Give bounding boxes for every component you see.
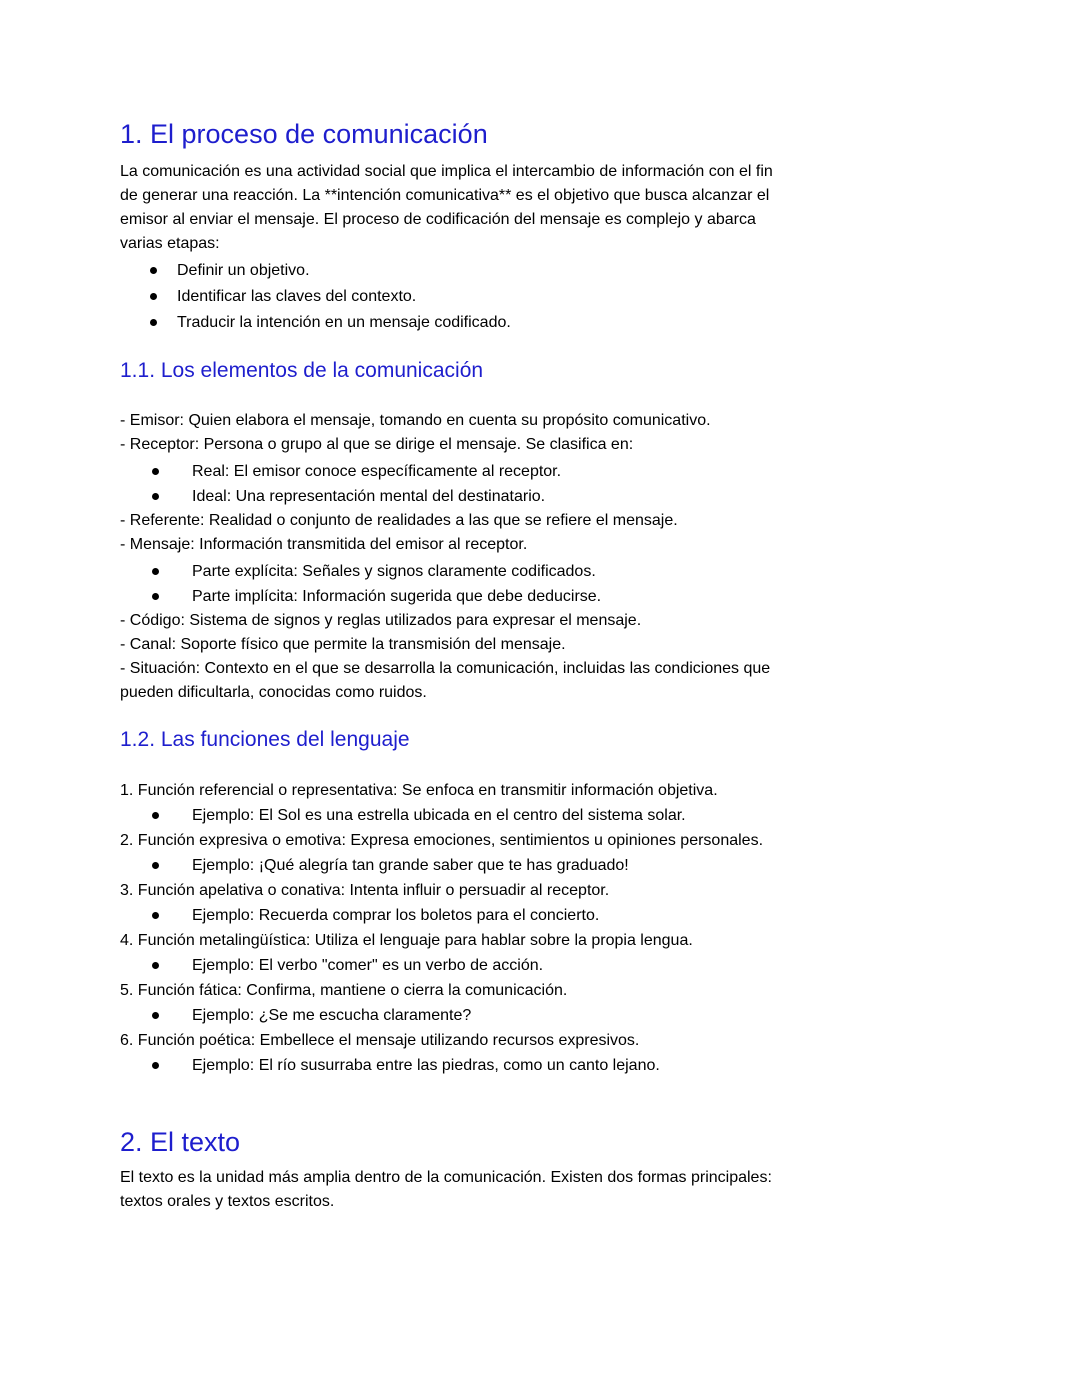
texto-paragraph (120, 1166, 960, 1214)
list-item-text: Parte implícita: Información sugerida que debe deducirse. (192, 588, 602, 605)
texto-line: textos orales y textos escritos. (120, 1193, 335, 1210)
funciones-block (120, 778, 960, 1078)
ejemplo-text: Ejemplo: ¡Qué alegría tan grande saber que te has graduado! (192, 857, 629, 874)
bullet-icon (152, 1012, 159, 1019)
bullet-icon (152, 468, 159, 475)
list-item (120, 310, 960, 336)
intro-line: de generar una reacción. La **intención comunicativa** es el objetivo que busca alcanzar el (120, 187, 770, 204)
etapas-list (120, 258, 960, 336)
bullet-icon (152, 568, 159, 575)
bullet-icon (152, 962, 159, 969)
bullet-icon (150, 293, 157, 300)
funcion-item: 3. Función apelativa o conativa: Intenta influir o persuadir al receptor. (120, 882, 610, 899)
intro-line: emisor al enviar el mensaje. El proceso de codificación del mensaje es complejo y abarca (120, 211, 756, 228)
ejemplo-item (120, 803, 960, 828)
list-item-text: Definir un objetivo. (177, 262, 310, 279)
ejemplo-text: Ejemplo: El río susurraba entre las piedras, como un canto lejano. (192, 1057, 660, 1074)
ejemplo-text: Ejemplo: Recuerda comprar los boletos para el concierto. (192, 907, 600, 924)
list-item-text: Ideal: Una representación mental del destinatario. (192, 488, 546, 505)
elemento-mensaje: - Mensaje: Información transmitida del emisor al receptor. (120, 536, 528, 553)
ejemplo-text: Ejemplo: ¿Se me escucha claramente? (192, 1007, 472, 1024)
funcion-item: 2. Función expresiva o emotiva: Expresa emociones, sentimientos u opiniones personales. (120, 832, 764, 849)
funcion-item: 5. Función fática: Confirma, mantiene o cierra la comunicación. (120, 982, 568, 999)
intro-paragraph (120, 160, 960, 256)
list-item-text: Parte explícita: Señales y signos claramente codificados. (192, 563, 596, 580)
heading-elementos-comunicacion: 1.1. Los elementos de la comunicación (120, 359, 484, 382)
heading-el-texto: 2. El texto (120, 1127, 241, 1157)
list-item-text: Real: El emisor conoce específicamente al receptor. (192, 463, 562, 480)
list-item (120, 284, 960, 310)
mensaje-sublist (120, 559, 960, 609)
intro-line: La comunicación es una actividad social que implica el intercambio de información con el fin (120, 163, 773, 180)
bullet-icon (152, 812, 159, 819)
elementos-block (120, 409, 960, 705)
ejemplo-item (120, 1003, 960, 1028)
list-item (120, 484, 960, 509)
heading-proceso-comunicacion: 1. El proceso de comunicación (120, 119, 488, 149)
list-item (120, 258, 960, 284)
ejemplo-item (120, 903, 960, 928)
elemento-emisor: - Emisor: Quien elabora el mensaje, tomando en cuenta su propósito comunicativo. (120, 412, 711, 429)
bullet-icon (152, 1062, 159, 1069)
receptor-sublist (120, 459, 960, 509)
funcion-item: 6. Función poética: Embellece el mensaje utilizando recursos expresivos. (120, 1032, 640, 1049)
ejemplo-text: Ejemplo: El Sol es una estrella ubicada en el centro del sistema solar. (192, 807, 686, 824)
elemento-situacion: pueden dificultarla, conocidas como ruidos. (120, 684, 427, 701)
ejemplo-text: Ejemplo: El verbo "comer" es un verbo de acción. (192, 957, 544, 974)
texto-line: El texto es la unidad más amplia dentro de la comunicación. Existen dos formas principales: (120, 1169, 772, 1186)
ejemplo-item (120, 853, 960, 878)
funcion-item: 4. Función metalingüística: Utiliza el lenguaje para hablar sobre la propia lengua. (120, 932, 693, 949)
elemento-receptor: - Receptor: Persona o grupo al que se dirige el mensaje. Se clasifica en: (120, 436, 634, 453)
elemento-codigo: - Código: Sistema de signos y reglas utilizados para expresar el mensaje. (120, 612, 642, 629)
list-item-text: Identificar las claves del contexto. (177, 288, 417, 305)
intro-line: varias etapas: (120, 235, 220, 252)
heading-funciones-lenguaje: 1.2. Las funciones del lenguaje (120, 728, 410, 751)
elemento-situacion: - Situación: Contexto en el que se desarrolla la comunicación, incluidas las condiciones que (120, 660, 771, 677)
bullet-icon (150, 267, 157, 274)
list-item-text: Traducir la intención en un mensaje codificado. (177, 314, 511, 331)
list-item (120, 459, 960, 484)
ejemplo-item (120, 953, 960, 978)
list-item (120, 559, 960, 584)
bullet-icon (152, 493, 159, 500)
elemento-canal: - Canal: Soporte físico que permite la transmisión del mensaje. (120, 636, 566, 653)
funcion-item: 1. Función referencial o representativa: Se enfoca en transmitir información objetiva. (120, 782, 718, 799)
ejemplo-item (120, 1053, 960, 1078)
bullet-icon (152, 862, 159, 869)
list-item (120, 584, 960, 609)
bullet-icon (152, 593, 159, 600)
bullet-icon (152, 912, 159, 919)
elemento-referente: - Referente: Realidad o conjunto de realidades a las que se refiere el mensaje. (120, 512, 678, 529)
bullet-icon (150, 319, 157, 326)
